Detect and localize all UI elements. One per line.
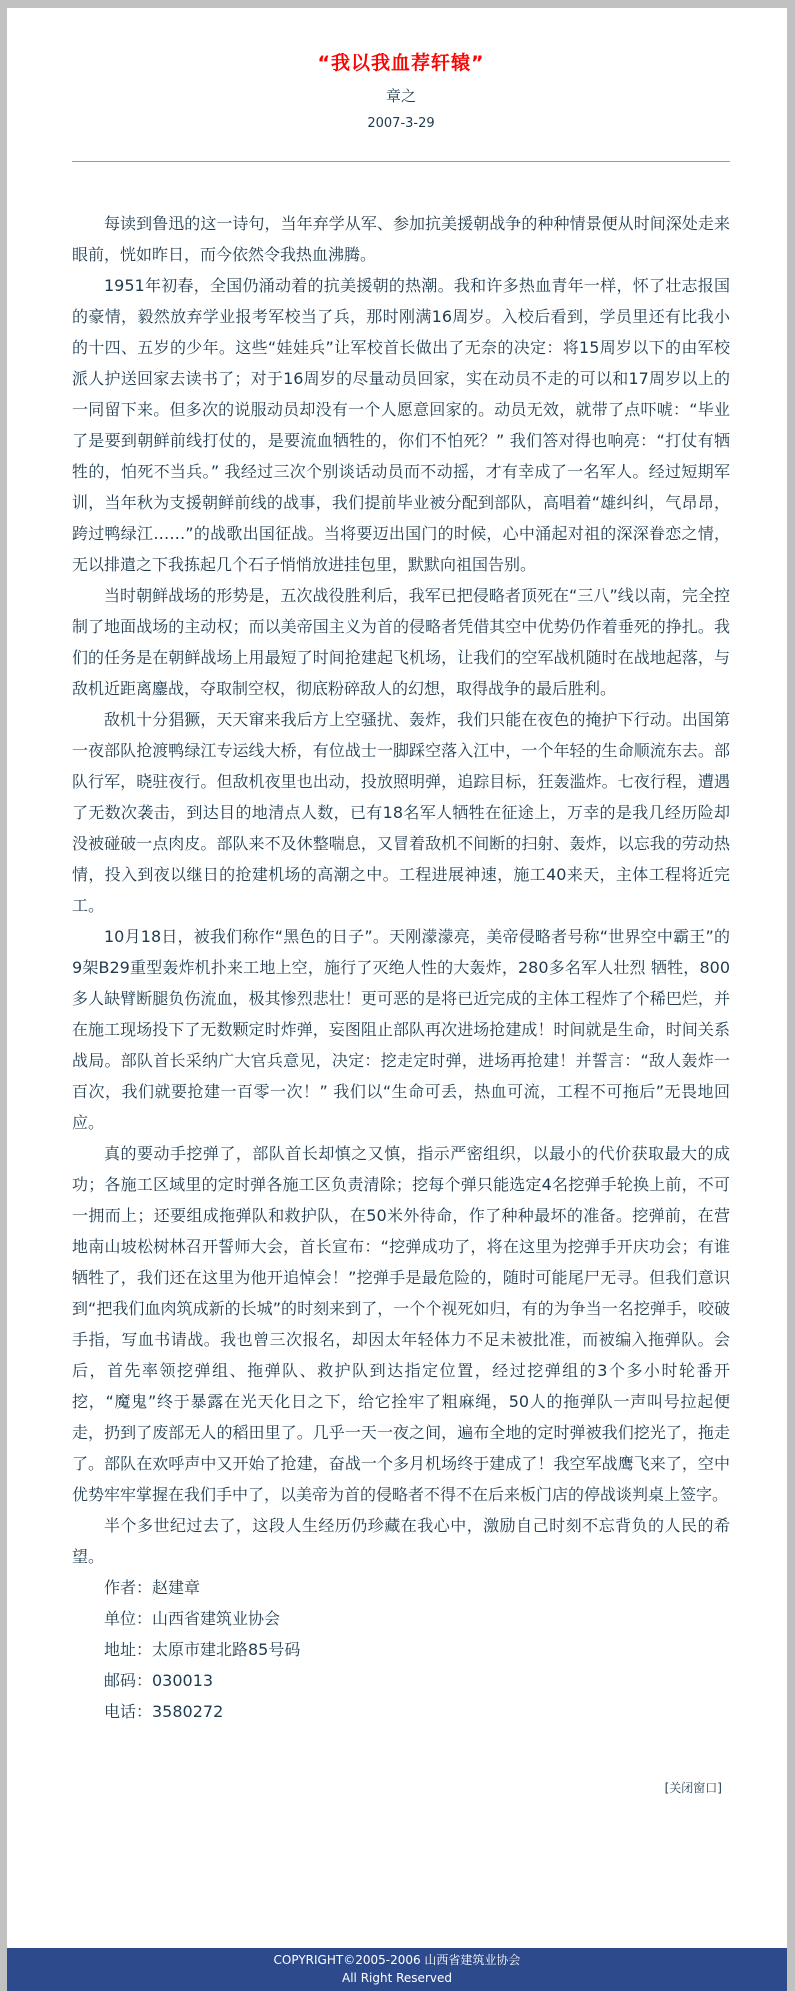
close-window-row: [72, 1727, 730, 1806]
footer-rights: All Right Reserved: [342, 1971, 452, 1985]
article-paragraph: 1951年初春，全国仍涌动着的抗美援朝的热潮。我和许多热血青年一样，怀了壮志报国的豪情，毅然放弃学业报考军校当了兵，那时刚满16周岁。入校后看到，学员里还有比我小的十四、五岁的少年。这些“娃娃兵”让军校首长做出了无奈的决定：将15周岁以下的由军校派人护送回家去读书了；对于16周岁的尽量动员回家，实在动员不走的可以和17周岁以上的一同留下来。但多次的说服动员却没有一个人愿意回家的。动员无效，就带了点吓唬：“毕业了是要到朝鲜前线打仗的，是要流血牺牲的，你们不怕死？” 我们答对得也响亮：“打仗有牺牲的，怕死不当兵。” 我经过三次个别谈话动员而不动摇，才有幸成了一名军人。经过短期军训，当年秋为支援朝鲜前线的战事，我们提前毕业被分配到部队，高唱着“雄纠纠，气昂昂，跨过鸭绿江……”的战歌出国征战。当将要迈出国门的时候，心中涌起对祖的深深眷恋之情，无以排遣之下我拣起几个石子悄悄放进挂包里，默默向祖国告别。: [72, 276, 730, 574]
contact-line: 电话：3580272: [104, 1702, 224, 1721]
header-divider: [72, 161, 730, 162]
page-footer: [7, 1948, 787, 1991]
contact-line: 单位：山西省建筑业协会: [104, 1609, 281, 1628]
contact-line: 邮码：030013: [104, 1671, 214, 1690]
article-paragraph: 真的要动手挖弹了，部队首长却慎之又慎，指示严密组织，以最小的代价获取最大的成功；各施工区域里的定时弹各施工区负责清除；挖每个弹只能选定4名挖弹手轮换上前，不可一拥而上；还要组成拖弹队和救护队，在50米外待命，作了种种最坏的准备。挖弹前，在营地南山坡松树林召开誓师大会，首长宣布：“挖弹成功了，将在这里为挖弹手开庆功会；有谁牺牲了，我们还在这里为他开追悼会！”挖弹手是最危险的，随时可能尾尸无寻。但我们意识到“把我们血肉筑成新的长城”的时刻来到了，一个个视死如归，有的为争当一名挖弹手，咬破手指，写血书请战。我也曾三次报名，却因太年轻体力不足未被批准，而被编入拖弹队。会后，首先率领挖弹组、拖弹队、救护队到达指定位置，经过挖弹组的3个多小时轮番开挖，“魔鬼”终于暴露在光天化日之下，给它拴牢了粗麻绳，50人的拖弹队一声叫号拉起便走，扔到了废部无人的稻田里了。几乎一天一夜之间，遍布全地的定时弹被我们挖光了，拖走了。部队在欢呼声中又开始了抢建，奋战一个多月机场终于建成了！我空军战鹰飞来了，空中优势牢牢掌握在我们手中了，以美帝为首的侵略者不得不在后来板门店的停战谈判桌上签字。: [72, 1144, 730, 1504]
footer-copyright: COPYRIGHT©2005-2006 山西省建筑业协会: [273, 1953, 521, 1967]
publish-date: 2007-3-29: [367, 116, 435, 131]
article-content: [7, 8, 787, 1806]
article-paragraph: 敌机十分猖獗，天天窜来我后方上空骚扰、轰炸，我们只能在夜色的掩护下行动。出国第一夜部队抢渡鸭绿江专运线大桥，有位战士一脚踩空落入江中，一个年轻的生命顺流东去。部队行军，晓驻夜行。但敌机夜里也出动，投放照明弹，追踪目标，狂轰滥炸。七夜行程，遭遇了无数次袭击，到达目的地清点人数，已有18名军人牺牲在征途上，万幸的是我几经历险却没被碰破一点肉皮。部队来不及休整喘息，又冒着敌机不间断的扫射、轰炸，以忘我的劳动热情，投入到夜以继日的抢建机场的高潮之中。工程进展神速，施工40来天，主体工程将近完工。: [72, 710, 730, 915]
close-window-link[interactable]: [关闭窗口]: [664, 1781, 722, 1795]
article-paragraph: 当时朝鲜战场的形势是，五次战役胜利后，我军已把侵略者顶死在“三八”线以南，完全控制了地面战场的主动权；而以美帝国主义为首的侵略者凭借其空中优势仍作着垂死的挣扎。我们的任务是在朝鲜战场上用最短了时间抢建起飞机场，让我们的空军战机随时在战地起落，与敌机近距离鏖战，夺取制空权，彻底粉碎敌人的幻想，取得战争的最后胜利。: [72, 586, 730, 698]
article-author: 章之: [385, 87, 416, 105]
article-paragraph: 半个多世纪过去了，这段人生经历仍珍藏在我心中，激励自己时刻不忘背负的人民的希望。: [72, 1516, 730, 1566]
contact-line: 地址：太原市建北路85号码: [104, 1640, 301, 1659]
article-page: [7, 8, 787, 1991]
article-body: [72, 208, 730, 1572]
contact-line: 作者：赵建章: [104, 1578, 201, 1597]
article-paragraph: 10月18日，被我们称作“黑色的日子”。天刚濛濛亮，美帝侵略者号称“世界空中霸王”的9架B29重型轰炸机扑来工地上空，施行了灭绝人性的大轰炸，280多名军人壮烈 牺牲，800多人缺臂断腿负伤流血，极其惨烈悲壮！更可恶的是将已近完成的主体工程炸了个稀巴烂，并在施工现场投下了无数颗定时炸弹，妄图阻止部队再次进场抢建成！时间就是生命，时间关系战局。部队首长采纳广大官兵意见，决定：挖走定时弹，进场再抢建！并誓言：“敌人轰炸一百次，我们就要抢建一百零一次！” 我们以“生命可丢，热血可流，工程不可拖后”无畏地回应。: [72, 927, 730, 1132]
article-paragraph: 每读到鲁迅的这一诗句，当年弃学从军、参加抗美援朝战争的种种情景便从时间深处走来眼前，恍如昨日，而今依然令我热血沸腾。: [72, 214, 730, 264]
contact-info: [72, 1572, 730, 1727]
page-title: “我以我血荐轩辕”: [317, 52, 485, 74]
